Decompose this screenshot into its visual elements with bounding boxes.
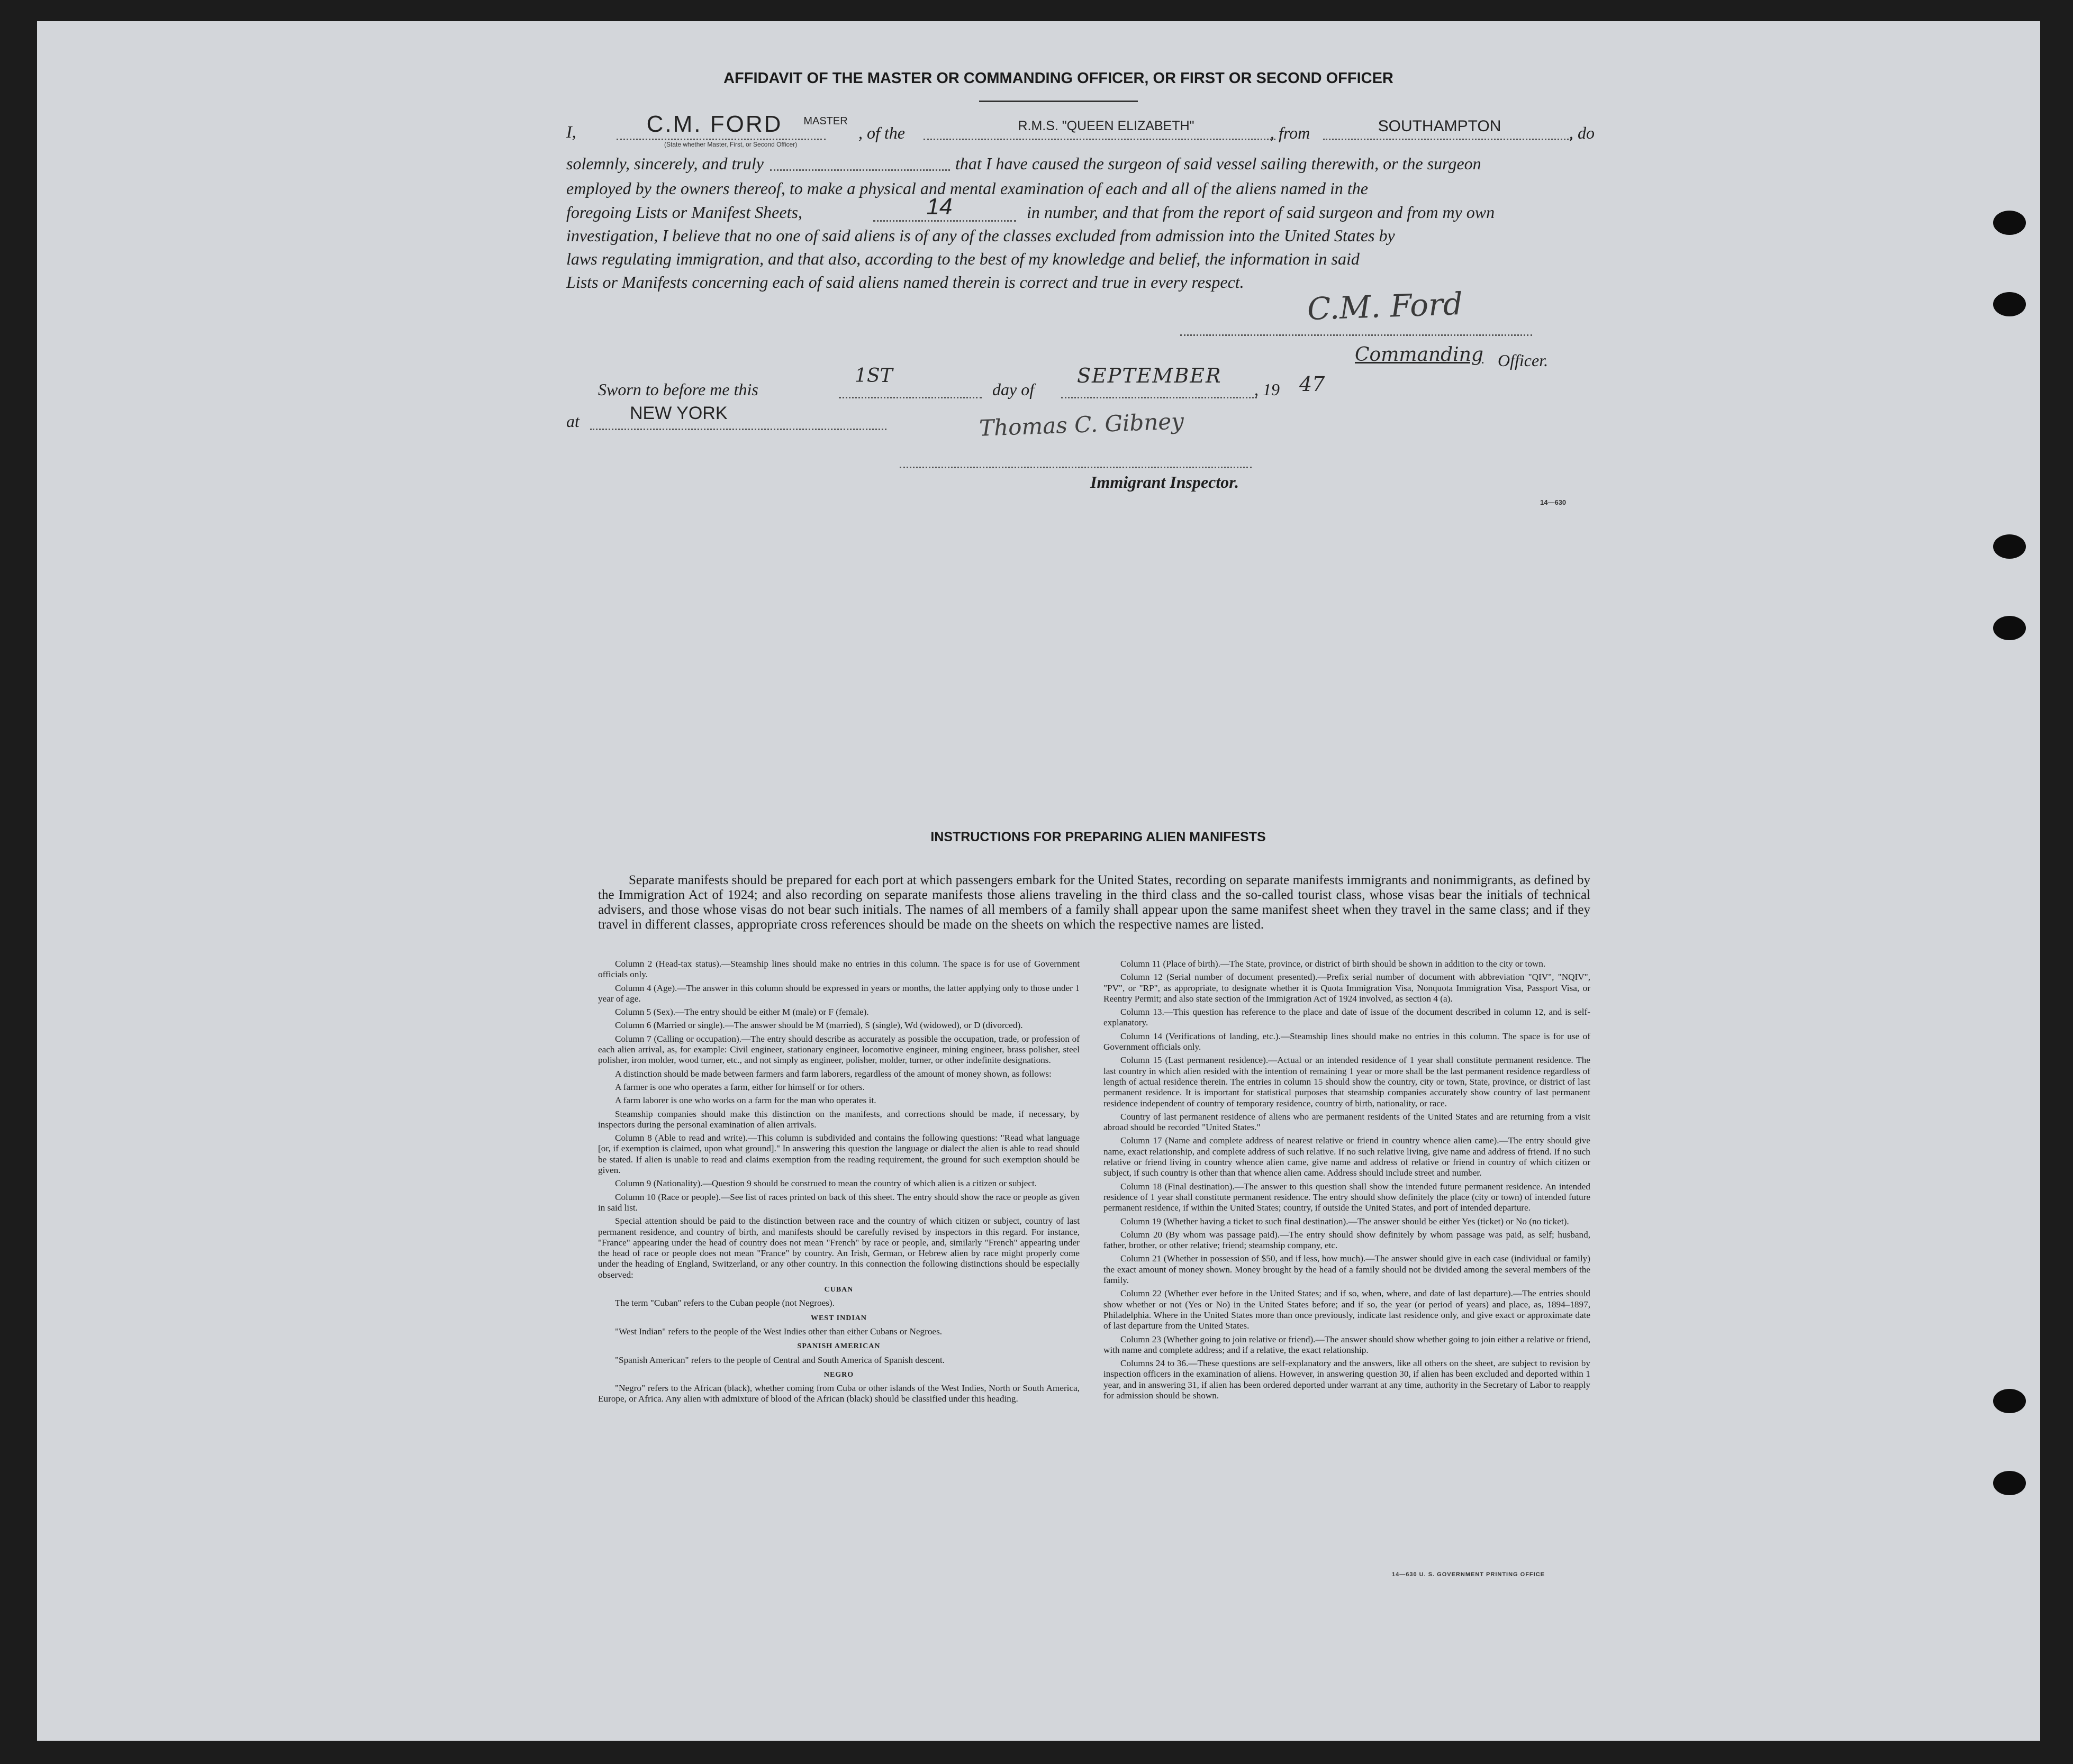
- right-paragraph: Column 23 (Whether going to join relative or friend).—The answer should show whether going to join either a relative or friend, with name and complete address; and if a relative, the exact relationship.: [1103, 1334, 1590, 1355]
- left-paragraph: Special attention should be paid to the distinction between race and the country of which citizen or subject, country of last permanent residence, and country of birth, and manifests should be carefully revised by inspectors in this regard. For instance, "France" appearing under the head of country does not mean "French" by race or people, and, similarly "French" appearing under the head of race or people does not mean "France" by country. An Irish, German, or Hebrew alien by race might properly come under the heading of England, Switzerland, or any other country. In this connection the following distinctions should be especially observed:: [598, 1216, 1080, 1280]
- punch-hole: [1993, 211, 2026, 235]
- left-paragraph: Steamship companies should make this distinction on the manifests, and corrections should be made, if necessary, by inspectors during the personal examination of alien arrivals.: [598, 1108, 1080, 1130]
- officer-label: Officer.: [1498, 351, 1549, 370]
- instructions-title: INSTRUCTIONS FOR PREPARING ALIEN MANIFESTS: [930, 830, 1266, 844]
- line-2-blank: [770, 169, 950, 171]
- affidavit-line-4b: in number, and that from the report of said surgeon and from my own: [1027, 203, 1495, 222]
- affidavit-line-2b: that I have caused the surgeon of said vessel sailing therewith, or the surgeon: [955, 154, 1481, 173]
- west-indian-paragraph: "West Indian" refers to the people of the West Indies other than either Cubans or Negroes.: [615, 1326, 943, 1336]
- affidavit-line-5: investigation, I believe that no one of said aliens is of any of the classes excluded from admission into the United States by: [566, 226, 1395, 245]
- affidavit-line-6: laws regulating immigration, and that also, according to the best of my knowledge and belief, the information in said: [566, 249, 1360, 268]
- left-paragraph: Column 9 (Nationality).—Question 9 should be construed to mean the country of which alien is a citizen or subject.: [615, 1178, 1037, 1189]
- left-paragraph: Column 8 (Able to read and write).—This column is subdivided and contains the following questions: "Read what language [or, if exemption is claimed, upon what ground]." In answering this question the language or dialect the alien is able to read should be stated. If alien is unable to read and claims exemption from the reading requirement, the ground for such exemption should be given.: [598, 1133, 1080, 1176]
- sworn-day: 1ST: [855, 365, 893, 387]
- document-page: [37, 21, 2040, 1741]
- vessel-line: [924, 139, 1275, 140]
- printer-imprint: 14—630 U. S. GOVERNMENT PRINTING OFFICE: [1392, 1571, 1545, 1578]
- sworn-place: NEW YORK: [630, 403, 728, 423]
- right-paragraph: Country of last permanent residence of aliens who are permanent residents of the United States and are returning from a visit abroad should be recorded "United States.": [1103, 1111, 1590, 1133]
- instructions-intro: [598, 873, 1590, 932]
- left-paragraph: Column 10 (Race or people).—See list of races printed on back of this sheet. The entry should show the race or people as given in said list.: [598, 1192, 1080, 1213]
- instructions-right-column: [1103, 959, 1590, 1404]
- from-label: , from: [1270, 123, 1310, 142]
- right-paragraph: Column 19 (Whether having a ticket to such final destination).—The answer should be either Yes (ticket) or No (no ticket).: [1120, 1216, 1569, 1226]
- right-paragraph: Column 12 (Serial number of document presented).—Prefix serial number of document with abbreviation "QIV", "NQIV", "PV", or "RP", as appropriate, to designate whether it is Quota Immigration Visa, Nonquota Immigration Visa, Passport Visa, or Reentry Permit; and also state section of the Immigration Act of 1924 involved, as section 4 (a).: [1103, 972, 1590, 1004]
- affidavit-line-2a: solemnly, sincerely, and truly: [566, 154, 764, 173]
- inspector-line: [900, 467, 1252, 468]
- left-paragraph: Column 5 (Sex).—The entry should be either M (male) or F (female).: [615, 1007, 869, 1017]
- rank-hint: (State whether Master, First, or Second Officer): [664, 141, 798, 148]
- name-line: [617, 139, 826, 140]
- master-signature: C.M. Ford: [1306, 285, 1463, 328]
- master-name: C.M. FORD: [646, 111, 783, 137]
- departure-port: SOUTHAMPTON: [1378, 117, 1501, 135]
- day-of-label: day of: [992, 380, 1035, 399]
- left-paragraph: A distinction should be made between farmers and farm laborers, regardless of the amount of money shown, as follows:: [615, 1068, 1052, 1079]
- punch-hole: [1993, 1389, 2026, 1413]
- affidavit-line-4a: foregoing Lists or Manifest Sheets,: [566, 203, 802, 222]
- right-paragraph: Column 15 (Last permanent residence).—Actual or an intended residence of 1 year shall constitute permanent residence. The last country in which alien resided with the intention of remaining 1 year or more shall be the last permanent residence regardless of length of actual residence therein. The entries in column 15 should show the country, city or town, State, province, or district of last permanent residence. It is important for statistical purposes that steamship companies accurately show country of last permanent residence independent of country of temporary residence, country of birth, nationality, or race.: [1103, 1055, 1590, 1108]
- officer-rank-handwritten: Commanding: [1355, 344, 1483, 366]
- right-paragraph: Column 20 (By whom was passage paid).—The entry should show definitely by whom passage was paid, as self; husband, father, brother, or other relative; friend; steamship company, etc.: [1103, 1229, 1590, 1251]
- year-prefix: , 19: [1254, 380, 1280, 399]
- left-paragraph: A farm laborer is one who works on a farm for the man who operates it.: [615, 1095, 876, 1106]
- title-rule: [979, 101, 1138, 102]
- right-paragraph: Column 11 (Place of birth).—The State, province, or district of birth should be shown in addition to the city or town.: [1120, 959, 1546, 969]
- sworn-month: SEPTEMBER: [1077, 364, 1222, 387]
- inspector-label: Immigrant Inspector.: [1090, 472, 1239, 492]
- at-label: at: [566, 412, 580, 431]
- month-line: [1061, 397, 1257, 398]
- punch-hole: [1993, 534, 2026, 559]
- cuban-heading: CUBAN: [824, 1286, 854, 1294]
- affidavit-title: AFFIDAVIT OF THE MASTER OR COMMANDING OFFICER, OR FIRST OR SECOND OFFICER: [723, 70, 1393, 87]
- left-paragraph: Column 6 (Married or single).—The answer should be M (married), S (single), Wd (widowed), or D (divorced).: [615, 1020, 1023, 1031]
- year-suffix: 47: [1299, 372, 1325, 396]
- right-paragraph: Column 21 (Whether in possession of $50, and if less, how much).—The answer should give in each case (individual or family) the exact amount of money shown. Money brought by the head of a family should not be divided among the several members of the family.: [1103, 1253, 1590, 1286]
- right-paragraph: Column 14 (Verifications of landing, etc.).—Steamship lines should make no entries in this column. The space is for use of Government officials only.: [1103, 1031, 1590, 1052]
- inspector-signature: Thomas C. Gibney: [979, 408, 1184, 441]
- place-line: [590, 429, 886, 430]
- sworn-label: Sworn to before me this: [598, 380, 758, 399]
- negro-paragraph: "Negro" refers to the African (black), whether coming from Cuba or other islands of the West Indies, North or South America, Europe, or Africa. Any alien with admixture of blood of the African (black) should be classified under this heading.: [598, 1383, 1080, 1404]
- spanish-american-paragraph: "Spanish American" refers to the people of Central and South America of Spanish descent.: [615, 1354, 945, 1365]
- port-line: [1323, 139, 1572, 140]
- left-paragraph: Column 2 (Head-tax status).—Steamship lines should make no entries in this column. The space is for use of Government officials only.: [598, 959, 1080, 980]
- form-number: 14—630: [1540, 498, 1567, 506]
- sheet-count: 14: [926, 194, 953, 220]
- left-paragraph: Column 4 (Age).—The answer in this column should be expressed in years or months, the latter applying only to those under 1 year of age.: [598, 983, 1080, 1004]
- sheet-count-line: [873, 220, 1016, 222]
- affidavit-line-7: Lists or Manifests concerning each of said aliens named therein is correct and true in every respect.: [566, 272, 1244, 292]
- signature-line: [1180, 334, 1532, 336]
- vessel-name: R.M.S. "QUEEN ELIZABETH": [1018, 119, 1194, 133]
- rank-value: MASTER: [803, 115, 848, 127]
- lead-i: I,: [566, 122, 576, 141]
- right-paragraph: Column 22 (Whether ever before in the United States; and if so, when, where, and date of last departure).—The entries should show whether or not (Yes or No) in the United States before; and if so, the year (or period of years) and place, as, 1894–1897, Philadelphia. Where in the United States more than once previously, indicate last residence only, and give exact or approximate date of last departure from the United States.: [1103, 1288, 1590, 1331]
- do-label: , do: [1569, 123, 1595, 142]
- of-the-label: , of the: [858, 123, 905, 142]
- left-paragraph: Column 7 (Calling or occupation).—The entry should describe as accurately as possible the occupation, trade, or profession of each alien arrival, as, for example: Civil engineer, stationary engineer, locomotive engineer, mining engineer, brass polisher, steel polisher, iron molder, wood turner, etc., and not simply as engineer, polisher, molder, turner, or other indefinite designations.: [598, 1033, 1080, 1066]
- punch-hole: [1993, 1471, 2026, 1495]
- right-paragraph: Column 18 (Final destination).—The answer to this question shall show the intended future permanent residence. An intended residence of 1 year shall constitute permanent residence. The entry should show definitely the place (city or town) of intended future permanent residence, if within the United States; country, if outside the United States, and port of intended departure.: [1103, 1181, 1590, 1213]
- spanish-american-heading: SPANISH AMERICAN: [797, 1342, 881, 1351]
- right-paragraph: Columns 24 to 36.—These questions are self-explanatory and the answers, like all others on the sheet, are subject to revision by inspection officers in the examination of aliens. However, in answering question 30, if alien has been excluded and deported within 1 year, and in answering 31, if alien has been ordered deported under warrant at any time, authority in the Secretary of Labor to reapply for admission should be shown.: [1103, 1358, 1590, 1401]
- right-paragraph: Column 17 (Name and complete address of nearest relative or friend in country whence alien came).—The entry should give name, exact relationship, and complete address of such relative. If no such relative living, give name and address of friend. If no such relative or friend living in country whence alien came, give name and address of relative or friend in country of which citizen or subject, if such country is other than that whence alien came. Address should include street and number.: [1103, 1135, 1590, 1178]
- cuban-paragraph: The term "Cuban" refers to the Cuban people (not Negroes).: [615, 1298, 835, 1308]
- instructions-left-column: [598, 959, 1080, 1407]
- left-paragraph: A farmer is one who operates a farm, either for himself or for others.: [615, 1081, 865, 1092]
- negro-heading: NEGRO: [823, 1370, 854, 1379]
- affidavit-line-3: employed by the owners thereof, to make a physical and mental examination of each and all of the aliens named in the: [566, 179, 1368, 198]
- intro-text: Separate manifests should be prepared for each port at which passengers embark for the United States, recording on separate manifests immigrants and nonimmigrants, as defined by the Immigration Act of 1924; and also recording on separate manifests those aliens traveling in the third class and the so-called tourist class, whose visas bear the initials of technical advisers, and those whose visas do not bear such initials. The names of all members of a family shall appear upon the same manifest sheet when they travel in the same class; and if they travel in different classes, appropriate cross references should be made on the sheets on which the respective names are listed.: [598, 873, 1590, 932]
- right-paragraph: Column 13.—This question has reference to the place and date of issue of the document described in column 12, and is self-explanatory.: [1103, 1007, 1590, 1028]
- day-line: [839, 397, 982, 398]
- punch-hole: [1993, 616, 2026, 640]
- punch-hole: [1993, 292, 2026, 316]
- west-indian-heading: WEST INDIAN: [810, 1314, 867, 1322]
